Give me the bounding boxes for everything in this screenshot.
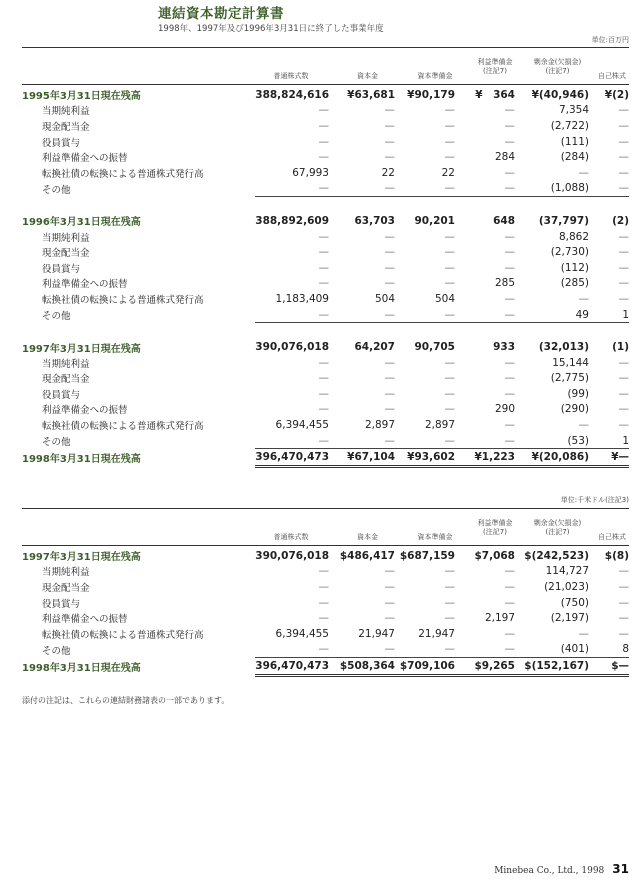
cell-col-6: — — [618, 119, 629, 132]
cell-col-6: $— — [589, 658, 629, 676]
cell-col-5: — — [578, 419, 589, 432]
cell-col-2: — — [384, 261, 395, 274]
cell-col-5: — — [578, 166, 589, 179]
cell-col-2: 22 — [381, 166, 395, 179]
cell-col-4: — — [504, 356, 515, 369]
cell-col-1: — — [318, 356, 329, 369]
header-top-rule — [22, 47, 629, 48]
cell-col-2: 504 — [374, 292, 395, 305]
cell-col-5: $(152,167) — [515, 658, 589, 676]
cell-col-2: — — [335, 307, 395, 323]
cell-col-3: — — [444, 612, 455, 625]
row-label: その他 — [42, 310, 71, 322]
cell-col-5: (285) — [560, 277, 589, 290]
row-label: 現金配当金 — [42, 248, 90, 260]
row-label: 転換社債の転換による普通株式発行高 — [42, 421, 204, 433]
table-row — [22, 402, 629, 418]
cell-col-1: 1,183,409 — [275, 292, 329, 305]
cell-col-4: ¥ 364 — [475, 89, 515, 102]
table-row — [22, 165, 629, 181]
cell-col-4: — — [455, 433, 515, 449]
cell-col-4: — — [455, 642, 515, 658]
cell-col-3: — — [444, 565, 455, 578]
cell-col-2: ¥63,681 — [347, 88, 395, 101]
cell-col-3: $687,159 — [399, 549, 455, 562]
row-label: その他 — [42, 436, 71, 448]
row-label: 利益準備金への振替 — [42, 614, 128, 626]
equity-table-usd — [22, 548, 629, 677]
cell-col-1: 6,394,455 — [275, 627, 329, 640]
cell-col-3: — — [395, 181, 455, 197]
cell-col-5: (2,775) — [550, 372, 589, 385]
cell-col-5: (750) — [560, 596, 589, 609]
cell-col-3: — — [444, 246, 455, 259]
cell-col-6: — — [618, 230, 629, 243]
cell-col-6: 8 — [589, 642, 629, 658]
cell-col-4: — — [504, 261, 515, 274]
footnote: 添付の注記は、これらの連結財務諸表の一部であります。 — [22, 696, 230, 705]
cell-col-5: (53) — [515, 433, 589, 449]
col-header-retained-earnings-2: 剰余金(欠損金) (注記7) — [533, 519, 582, 536]
cell-col-3: — — [444, 277, 455, 290]
cell-col-1: 6,394,455 — [275, 419, 329, 432]
cell-col-6: — — [618, 277, 629, 290]
header-top-rule-2 — [22, 508, 629, 509]
cell-col-1: — — [318, 135, 329, 148]
table-row — [22, 371, 629, 387]
row-label: その他 — [42, 184, 71, 196]
cell-col-2: — — [335, 433, 395, 449]
cell-col-5: (284) — [560, 151, 589, 164]
company-name: Minebea Co., Ltd., 1998 — [494, 866, 605, 876]
table-row — [22, 610, 629, 626]
table-row — [22, 595, 629, 611]
cell-col-2: $508,364 — [335, 658, 395, 676]
col-header-treasury-stock-2: 自己株式 — [598, 533, 626, 541]
cell-col-1: 388,892,609 — [255, 214, 329, 227]
cell-col-6: — — [618, 356, 629, 369]
cell-col-5: (1,088) — [515, 181, 589, 197]
cell-col-5: (2,730) — [550, 246, 589, 259]
col-header-capital-reserve: 資本準備金 — [417, 72, 453, 80]
cell-col-5: 49 — [515, 307, 589, 323]
cell-col-3: — — [444, 151, 455, 164]
equity-table-yen — [22, 87, 629, 468]
cell-col-2: — — [384, 277, 395, 290]
row-label: 役員賞与 — [42, 137, 81, 149]
row-label: 現金配当金 — [42, 121, 90, 133]
cell-col-4: — — [504, 246, 515, 259]
row-label: 転換社債の転換による普通株式発行高 — [42, 294, 204, 306]
cell-col-3: — — [444, 261, 455, 274]
cell-col-1: — — [318, 580, 329, 593]
cell-col-1: — — [255, 181, 335, 197]
cell-col-1: 67,993 — [292, 166, 329, 179]
col-header-shares: 普通株式数 — [273, 72, 309, 80]
balance-row — [22, 658, 629, 676]
cell-col-4: — — [504, 292, 515, 305]
row-label: 当期純利益 — [42, 106, 90, 118]
cell-col-1: — — [318, 372, 329, 385]
cell-col-3: $709,106 — [395, 658, 455, 676]
cell-col-2: — — [384, 403, 395, 416]
col-header-retained-earnings: 剰余金(欠損金) (注記7) — [533, 58, 582, 75]
cell-col-3: — — [444, 356, 455, 369]
cell-col-2: 63,703 — [354, 214, 395, 227]
balance-row — [22, 548, 629, 564]
cell-col-1: — — [318, 261, 329, 274]
cell-col-4: $7,068 — [474, 549, 515, 562]
cell-col-1: — — [255, 433, 335, 449]
cell-col-5: (2,197) — [550, 612, 589, 625]
cell-col-4: — — [504, 627, 515, 640]
table-row — [22, 103, 629, 119]
cell-col-4: — — [504, 372, 515, 385]
cell-col-2: — — [384, 356, 395, 369]
row-label: 当期純利益 — [42, 232, 90, 244]
table-row — [22, 181, 629, 197]
cell-col-5: (401) — [515, 642, 589, 658]
cell-col-2: $486,417 — [339, 549, 395, 562]
cell-col-6: ¥(2) — [604, 88, 629, 101]
row-label: 転換社債の転換による普通株式発行高 — [42, 168, 204, 180]
cell-col-5: $(242,523) — [524, 549, 589, 562]
row-label: 当期純利益 — [42, 358, 90, 370]
cell-col-4: 284 — [494, 151, 515, 164]
cell-col-2: — — [384, 372, 395, 385]
cell-col-3: 22 — [441, 166, 455, 179]
table-row — [22, 355, 629, 371]
col-header-shares-2: 普通株式数 — [273, 533, 309, 541]
cell-col-6: — — [618, 580, 629, 593]
cell-col-3: — — [395, 642, 455, 658]
cell-col-3: — — [444, 372, 455, 385]
cell-col-2: — — [384, 387, 395, 400]
cell-col-3: — — [444, 104, 455, 117]
cell-col-3: — — [444, 135, 455, 148]
cell-col-6: (2) — [612, 214, 629, 227]
cell-col-4: — — [455, 307, 515, 323]
table-row — [22, 134, 629, 150]
cell-col-5: — — [578, 627, 589, 640]
cell-col-2: — — [384, 230, 395, 243]
cell-col-5: 7,354 — [558, 104, 589, 117]
table-row — [22, 579, 629, 595]
cell-col-4: — — [504, 119, 515, 132]
page-subtitle: 1998年、1997年及び1996年3月31日に終了した事業年度 — [158, 24, 384, 34]
cell-col-5: ¥(40,946) — [531, 88, 589, 101]
cell-col-2: — — [384, 151, 395, 164]
table-row — [22, 149, 629, 165]
col-header-capital-reserve-2: 資本準備金 — [417, 533, 453, 541]
cell-col-5: (290) — [560, 403, 589, 416]
cell-col-4: — — [504, 419, 515, 432]
cell-col-2: 64,207 — [354, 341, 395, 354]
col-header-treasury-stock: 自己株式 — [598, 72, 626, 80]
cell-col-4: — — [504, 230, 515, 243]
cell-col-3: — — [444, 403, 455, 416]
cell-col-6: — — [618, 292, 629, 305]
cell-col-5: (32,013) — [538, 341, 589, 354]
cell-col-5: (2,722) — [550, 119, 589, 132]
cell-col-3: ¥90,179 — [407, 88, 455, 101]
table-row — [22, 260, 629, 276]
unit-label-usd: 単位:千米ドル(注記3) — [560, 496, 629, 504]
cell-col-4: — — [504, 596, 515, 609]
cell-col-2: — — [335, 181, 395, 197]
cell-col-1: — — [318, 387, 329, 400]
cell-col-4: — — [504, 104, 515, 117]
cell-col-3: — — [395, 307, 455, 323]
cell-col-1: — — [318, 230, 329, 243]
cell-col-5: 15,144 — [552, 356, 589, 369]
row-label: 1997年3月31日現在残高 — [22, 343, 141, 355]
row-label: その他 — [42, 645, 71, 657]
cell-col-6: 1 — [589, 307, 629, 323]
cell-col-4: — — [504, 565, 515, 578]
cell-col-5: (112) — [560, 261, 589, 274]
cell-col-3: 504 — [434, 292, 455, 305]
cell-col-3: 90,201 — [414, 214, 455, 227]
cell-col-2: — — [384, 596, 395, 609]
cell-col-1: 388,824,616 — [255, 88, 329, 101]
cell-col-4: ¥1,223 — [455, 449, 515, 467]
cell-col-2: — — [384, 612, 395, 625]
row-label: 利益準備金への振替 — [42, 279, 128, 291]
cell-col-1: — — [318, 565, 329, 578]
cell-col-6: — — [618, 627, 629, 640]
cell-col-1: 396,470,473 — [255, 658, 335, 676]
cell-col-6: ¥— — [589, 449, 629, 467]
row-label: 役員賞与 — [42, 263, 81, 275]
row-label: 1998年3月31日現在残高 — [22, 454, 141, 466]
cell-col-1: — — [318, 612, 329, 625]
table-row — [22, 626, 629, 642]
cell-col-4: 290 — [494, 403, 515, 416]
cell-col-6: — — [618, 135, 629, 148]
cell-col-3: ¥93,602 — [395, 449, 455, 467]
cell-col-3: — — [444, 387, 455, 400]
cell-col-5: (111) — [560, 135, 589, 148]
cell-col-1: 390,076,018 — [255, 549, 329, 562]
cell-col-6: — — [589, 181, 629, 197]
cell-col-4: — — [504, 580, 515, 593]
cell-col-4: — — [504, 166, 515, 179]
cell-col-3: 90,705 — [414, 341, 455, 354]
spacer-row — [22, 323, 629, 340]
row-label: 役員賞与 — [42, 598, 81, 610]
cell-col-3: — — [444, 230, 455, 243]
cell-col-1: — — [318, 151, 329, 164]
cell-col-1: — — [318, 246, 329, 259]
cell-col-6: — — [618, 246, 629, 259]
cell-col-6: — — [618, 596, 629, 609]
cell-col-4: $9,265 — [455, 658, 515, 676]
cell-col-1: — — [318, 277, 329, 290]
row-label: 役員賞与 — [42, 389, 81, 401]
cell-col-4: 648 — [493, 214, 515, 227]
cell-col-6: — — [618, 104, 629, 117]
cell-col-1: — — [318, 403, 329, 416]
unit-label-yen: 単位:百万円 — [591, 36, 629, 44]
cell-col-4: 2,197 — [484, 612, 515, 625]
table-row — [22, 291, 629, 307]
cell-col-2: ¥67,104 — [335, 449, 395, 467]
cell-col-5: (21,023) — [544, 580, 589, 593]
table-row — [22, 118, 629, 134]
cell-col-1: — — [318, 104, 329, 117]
row-label: 1998年3月31日現在残高 — [22, 662, 141, 674]
cell-col-3: — — [444, 580, 455, 593]
cell-col-6: — — [618, 166, 629, 179]
row-label: 1996年3月31日現在残高 — [22, 217, 141, 229]
cell-col-6: — — [618, 403, 629, 416]
table-row — [22, 244, 629, 260]
row-label: 利益準備金への振替 — [42, 405, 128, 417]
cell-col-1: — — [318, 596, 329, 609]
table-row — [22, 417, 629, 433]
cell-col-6: — — [618, 151, 629, 164]
table-row — [22, 386, 629, 402]
cell-col-5: 8,862 — [558, 230, 589, 243]
cell-col-3: 21,947 — [418, 627, 455, 640]
col-header-legal-reserve-2: 利益準備金 (注記7) — [477, 519, 513, 536]
cell-col-2: — — [384, 246, 395, 259]
cell-col-1: 390,076,018 — [255, 341, 329, 354]
table-row — [22, 642, 629, 658]
cell-col-2: — — [335, 642, 395, 658]
col-header-capital-2: 資本金 — [357, 533, 378, 541]
table-row — [22, 564, 629, 580]
cell-col-5: 114,727 — [545, 565, 589, 578]
table-row — [22, 433, 629, 449]
cell-col-3: — — [444, 119, 455, 132]
header-bottom-rule-2 — [22, 545, 629, 546]
header-bottom-rule — [22, 84, 629, 85]
row-label: 転換社債の転換による普通株式発行高 — [42, 629, 204, 641]
cell-col-5: (37,797) — [538, 214, 589, 227]
cell-col-3: — — [444, 596, 455, 609]
row-label: 1995年3月31日現在残高 — [22, 91, 141, 103]
cell-col-5: — — [578, 292, 589, 305]
cell-col-6: 1 — [589, 433, 629, 449]
cell-col-2: — — [384, 135, 395, 148]
cell-col-6: (1) — [612, 341, 629, 354]
col-header-legal-reserve: 利益準備金 (注記7) — [477, 58, 513, 75]
row-label: 現金配当金 — [42, 582, 90, 594]
row-label: 利益準備金への振替 — [42, 153, 128, 165]
cell-col-6: — — [618, 565, 629, 578]
cell-col-2: — — [384, 565, 395, 578]
col-header-capital: 資本金 — [357, 72, 378, 80]
cell-col-2: — — [384, 104, 395, 117]
cell-col-1: 396,470,473 — [255, 449, 335, 467]
cell-col-5: (99) — [567, 387, 589, 400]
cell-col-4: — — [504, 135, 515, 148]
cell-col-2: — — [384, 119, 395, 132]
page-footer — [494, 862, 629, 876]
balance-row — [22, 213, 629, 229]
cell-col-6: — — [618, 419, 629, 432]
cell-col-1: — — [255, 642, 335, 658]
balance-row — [22, 339, 629, 355]
row-label: 現金配当金 — [42, 374, 90, 386]
cell-col-6: — — [618, 372, 629, 385]
cell-col-2: — — [384, 580, 395, 593]
cell-col-1: — — [318, 119, 329, 132]
cell-col-4: 285 — [494, 277, 515, 290]
cell-col-5: ¥(20,086) — [515, 449, 589, 467]
page-number: 31 — [612, 862, 629, 876]
row-label: 1997年3月31日現在残高 — [22, 552, 141, 564]
balance-row — [22, 87, 629, 103]
spacer-row — [22, 197, 629, 214]
cell-col-6: $(8) — [604, 549, 629, 562]
cell-col-6: — — [618, 261, 629, 274]
table-row — [22, 307, 629, 323]
cell-col-3: 2,897 — [424, 419, 455, 432]
cell-col-4: 933 — [493, 341, 515, 354]
cell-col-2: 21,947 — [358, 627, 395, 640]
cell-col-1: — — [255, 307, 335, 323]
cell-col-3: — — [395, 433, 455, 449]
cell-col-4: — — [455, 181, 515, 197]
cell-col-6: — — [618, 387, 629, 400]
balance-row — [22, 449, 629, 467]
cell-col-4: — — [504, 387, 515, 400]
cell-col-2: 2,897 — [364, 419, 395, 432]
page-title: 連結資本勘定計算書 — [158, 6, 284, 22]
row-label: 当期純利益 — [42, 567, 90, 579]
table-row — [22, 276, 629, 292]
cell-col-6: — — [618, 612, 629, 625]
table-row — [22, 229, 629, 245]
